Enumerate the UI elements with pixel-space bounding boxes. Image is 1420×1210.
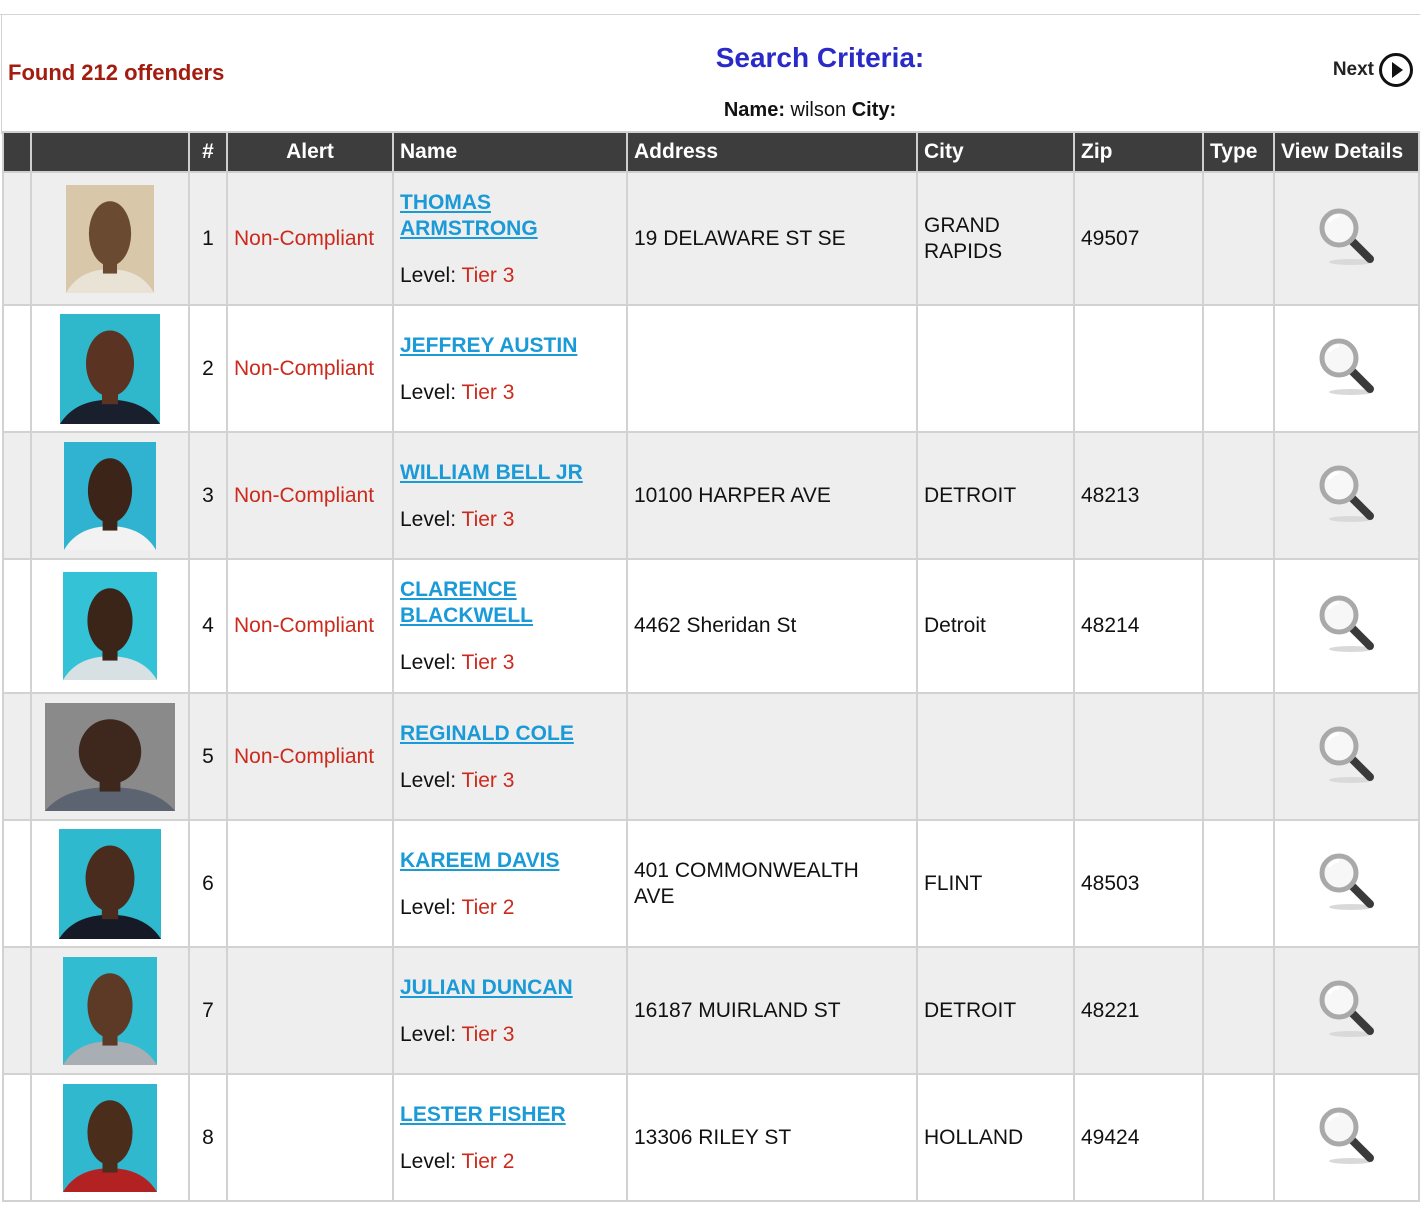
alert-status: Non-Compliant	[227, 559, 393, 693]
name-cell	[393, 172, 627, 305]
next-label: Next	[1332, 59, 1374, 80]
offender-name-link[interactable]	[400, 721, 620, 747]
photo-cell	[31, 172, 189, 305]
magnifier-icon	[1315, 591, 1379, 655]
view-details-cell	[1274, 693, 1419, 820]
view-details-cell	[1274, 820, 1419, 947]
zip-cell: 48213	[1074, 432, 1203, 559]
level-line	[400, 508, 620, 532]
table-row	[3, 947, 1419, 1074]
address-line-1: 19 DELAWARE ST SE	[634, 226, 846, 250]
name-cell	[393, 947, 627, 1074]
view-details-cell	[1274, 172, 1419, 305]
row-number: 2	[189, 305, 227, 432]
row-select-cell	[3, 432, 31, 559]
name-cell	[393, 432, 627, 559]
header-type[interactable]: Type	[1203, 132, 1274, 172]
level-line	[400, 1150, 620, 1174]
address-cell	[627, 172, 917, 305]
table-header-row	[3, 132, 1419, 172]
view-details-button[interactable]	[1315, 461, 1379, 531]
offender-name-link[interactable]	[400, 577, 620, 629]
tier-value: Tier 3	[461, 380, 515, 404]
level-line	[400, 381, 620, 405]
offender-name-line-1: KAREEM DAVIS	[400, 848, 560, 872]
circle-arrow-right-icon	[1378, 52, 1414, 88]
magnifier-icon	[1315, 334, 1379, 398]
row-select-cell	[3, 693, 31, 820]
level-line	[400, 1023, 620, 1047]
table-row	[3, 432, 1419, 559]
photo-cell	[31, 559, 189, 693]
zip-cell: 48503	[1074, 820, 1203, 947]
row-number: 8	[189, 1074, 227, 1201]
table-row	[3, 1074, 1419, 1201]
city-cell	[917, 432, 1074, 559]
city-line-1: Detroit	[924, 614, 986, 637]
alert-status: Non-Compliant	[227, 305, 393, 432]
zip-cell	[1074, 693, 1203, 820]
type-cell	[1203, 432, 1274, 559]
alert-status	[227, 820, 393, 947]
header-zip[interactable]: Zip	[1074, 132, 1203, 172]
view-details-cell	[1274, 305, 1419, 432]
address-line-1: 10100 HARPER AVE	[634, 483, 831, 507]
level-label: Level:	[400, 768, 457, 792]
view-details-button[interactable]	[1315, 1103, 1379, 1173]
zip-cell: 49507	[1074, 172, 1203, 305]
criteria-city-label: City:	[851, 99, 897, 121]
header-select	[3, 132, 31, 172]
magnifier-icon	[1315, 461, 1379, 525]
tier-value: Tier 3	[461, 768, 515, 792]
level-label: Level:	[400, 1149, 457, 1173]
offender-name-line-2: ARMSTRONG	[400, 216, 538, 240]
row-number: 3	[189, 432, 227, 559]
magnifier-icon	[1315, 722, 1379, 786]
photo-cell	[31, 432, 189, 559]
name-cell	[393, 305, 627, 432]
criteria-name-value: wilson	[790, 99, 847, 121]
zip-cell: 48221	[1074, 947, 1203, 1074]
type-cell	[1203, 693, 1274, 820]
row-select-cell	[3, 305, 31, 432]
photo-cell	[31, 1074, 189, 1201]
city-cell	[917, 947, 1074, 1074]
photo-cell	[31, 820, 189, 947]
next-page-button[interactable]	[1333, 52, 1414, 88]
alert-status	[227, 1074, 393, 1201]
city-line-1: FLINT	[924, 871, 983, 895]
row-number: 7	[189, 947, 227, 1074]
level-line	[400, 264, 620, 288]
city-cell	[917, 693, 1074, 820]
alert-status: Non-Compliant	[227, 693, 393, 820]
mugshot-photo[interactable]	[60, 314, 160, 424]
view-details-button[interactable]	[1315, 976, 1379, 1046]
city-cell	[917, 172, 1074, 305]
view-details-button[interactable]	[1315, 591, 1379, 661]
row-select-cell	[3, 559, 31, 693]
criteria-name-label: Name:	[723, 99, 785, 121]
search-criteria-values	[0, 99, 1420, 122]
tier-value: Tier 3	[461, 263, 515, 287]
offender-name-link[interactable]	[400, 333, 620, 359]
level-label: Level:	[400, 651, 457, 674]
level-label: Level:	[400, 263, 457, 287]
level-line	[400, 651, 620, 675]
level-label: Level:	[400, 1022, 457, 1046]
type-cell	[1203, 305, 1274, 432]
view-details-button[interactable]	[1315, 204, 1379, 274]
tier-value: Tier 2	[461, 1149, 515, 1173]
offender-name-link[interactable]	[400, 1102, 620, 1128]
table-row	[3, 559, 1419, 693]
view-details-cell	[1274, 1074, 1419, 1201]
mugshot-photo[interactable]	[64, 442, 156, 550]
header-view-details: View Details	[1274, 132, 1419, 172]
zip-cell: 49424	[1074, 1074, 1203, 1201]
row-select-cell	[3, 947, 31, 1074]
magnifier-icon	[1315, 1103, 1379, 1167]
city-cell	[917, 820, 1074, 947]
alert-status	[227, 947, 393, 1074]
type-cell	[1203, 1074, 1274, 1201]
mugshot-photo[interactable]	[66, 185, 154, 293]
address-line-1: 401 COMMONWEALTH	[634, 858, 859, 882]
header-number[interactable]: #	[189, 132, 227, 172]
address-cell	[627, 820, 917, 947]
level-line	[400, 769, 620, 793]
name-cell	[393, 820, 627, 947]
results-count: Found 212 offenders	[8, 60, 225, 85]
table-row	[3, 172, 1419, 305]
header-address[interactable]: Address	[627, 132, 917, 172]
tier-value: Tier 2	[461, 895, 515, 919]
level-label: Level:	[400, 507, 457, 531]
address-cell	[627, 947, 917, 1074]
view-details-button[interactable]	[1315, 722, 1379, 792]
type-cell	[1203, 820, 1274, 947]
photo-cell	[31, 693, 189, 820]
alert-status: Non-Compliant	[227, 172, 393, 305]
offender-name-line-1: LESTER FISHER	[400, 1102, 566, 1126]
offender-name-line-1: CLARENCE	[400, 578, 517, 601]
row-select-cell	[3, 820, 31, 947]
address-line-1: 4462 Sheridan St	[634, 614, 797, 637]
photo-cell	[31, 947, 189, 1074]
header-name[interactable]: Name	[393, 132, 627, 172]
address-cell	[627, 432, 917, 559]
address-cell	[627, 559, 917, 693]
alert-status: Non-Compliant	[227, 432, 393, 559]
view-details-button[interactable]	[1315, 334, 1379, 404]
city-line-1: DETROIT	[924, 998, 1017, 1022]
name-cell	[393, 1074, 627, 1201]
city-line-1: DETROIT	[924, 483, 1017, 507]
tier-value: Tier 3	[461, 651, 515, 674]
offender-name-link[interactable]	[400, 190, 620, 242]
offender-name-link[interactable]	[400, 848, 620, 874]
magnifier-icon	[1315, 204, 1379, 268]
row-number: 5	[189, 693, 227, 820]
offender-name-line-2: BLACKWELL	[400, 604, 533, 627]
address-line-1: 16187 MUIRLAND ST	[634, 998, 841, 1022]
zip-cell: 48214	[1074, 559, 1203, 693]
zip-cell	[1074, 305, 1203, 432]
header-alert[interactable]: Alert	[227, 132, 393, 172]
view-details-cell	[1274, 432, 1419, 559]
offender-name-line-1: WILLIAM BELL JR	[400, 460, 583, 484]
mugshot-photo[interactable]	[63, 572, 157, 680]
offender-name-line-1: JULIAN DUNCAN	[400, 975, 573, 999]
city-cell	[917, 305, 1074, 432]
offender-name-line-1: JEFFREY AUSTIN	[400, 333, 578, 357]
magnifier-icon	[1315, 849, 1379, 913]
header-city[interactable]: City	[917, 132, 1074, 172]
level-label: Level:	[400, 895, 457, 919]
address-line-2: AVE	[634, 884, 675, 908]
city-line-1: HOLLAND	[924, 1125, 1024, 1149]
row-number: 4	[189, 559, 227, 693]
offender-name-line-1: REGINALD COLE	[400, 721, 574, 745]
table-row	[3, 305, 1419, 432]
row-select-cell	[3, 172, 31, 305]
offender-results-table	[2, 131, 1420, 1202]
type-cell	[1203, 172, 1274, 305]
offender-name-link[interactable]	[400, 975, 620, 1001]
table-row	[3, 820, 1419, 947]
mugshot-photo[interactable]	[59, 829, 161, 939]
row-select-cell	[3, 1074, 31, 1201]
photo-cell	[31, 305, 189, 432]
address-cell	[627, 305, 917, 432]
address-cell	[627, 1074, 917, 1201]
offender-name-line-1: THOMAS	[400, 190, 491, 214]
view-details-cell	[1274, 947, 1419, 1074]
mugshot-photo[interactable]	[63, 957, 157, 1065]
search-criteria-title: Search Criteria:	[715, 42, 925, 73]
type-cell	[1203, 947, 1274, 1074]
view-details-button[interactable]	[1315, 849, 1379, 919]
mugshot-photo[interactable]	[63, 1084, 157, 1192]
row-number: 1	[189, 172, 227, 305]
table-row	[3, 693, 1419, 820]
view-details-cell	[1274, 559, 1419, 693]
level-line	[400, 896, 620, 920]
tier-value: Tier 3	[461, 1022, 515, 1046]
header-photo	[31, 132, 189, 172]
tier-value: Tier 3	[461, 507, 515, 531]
name-cell	[393, 693, 627, 820]
mugshot-photo[interactable]	[45, 703, 175, 811]
city-cell	[917, 559, 1074, 693]
magnifier-icon	[1315, 976, 1379, 1040]
top-divider	[0, 14, 1420, 15]
city-line-1: GRAND	[924, 213, 1000, 237]
city-cell	[917, 1074, 1074, 1201]
address-cell	[627, 693, 917, 820]
row-number: 6	[189, 820, 227, 947]
level-label: Level:	[400, 380, 457, 404]
city-line-2: RAPIDS	[924, 239, 1003, 263]
name-cell	[393, 559, 627, 693]
offender-name-link[interactable]	[400, 460, 620, 486]
type-cell	[1203, 559, 1274, 693]
address-line-1: 13306 RILEY ST	[634, 1125, 792, 1149]
